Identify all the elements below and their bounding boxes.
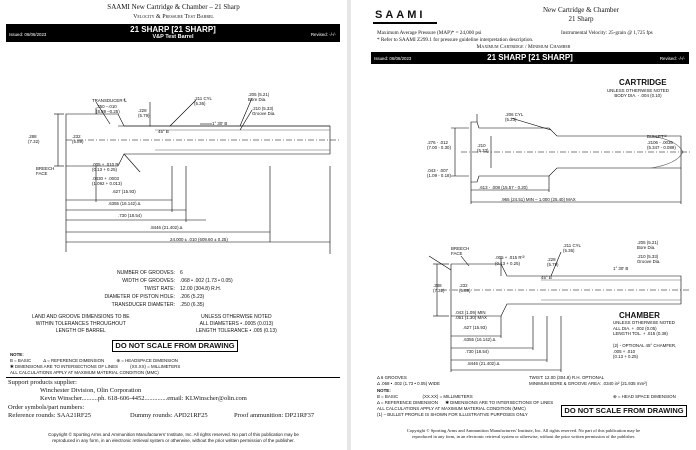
spec-key: DIAMETER OF PISTON HOLE: bbox=[104, 294, 175, 300]
spec-value: .206 (5.23) bbox=[180, 294, 205, 300]
right-sheet bbox=[351, 0, 696, 450]
spec-value: 6 bbox=[180, 270, 183, 276]
dim-211: .211 CYL (5.36) bbox=[194, 96, 212, 106]
ch-dim-210: .210 (5.33) Groove Dia. bbox=[637, 254, 661, 264]
dim-8446: .8446 (21.402) Δ bbox=[150, 225, 183, 230]
dim-0430: .0430 + .0003 (1.092 + 0.013) bbox=[92, 176, 122, 186]
min-bore-area: MINIMUM BORE & GROOVE AREA: .0340 in² (21.935 mm²) bbox=[529, 381, 648, 386]
cart-dim-043: .043 - .007 (1.09 - 0.18) bbox=[427, 168, 451, 178]
right-note-line: (1) – BULLET PROFILE IS SHOWN FOR ILLUSTRATIVE PURPOSES ONLY bbox=[377, 412, 528, 417]
map-reference: * Refer to SAAMI Z299.1 for pressure guideline interpretation description. bbox=[377, 37, 534, 43]
spec-key: NUMBER OF GROOVES: bbox=[116, 270, 175, 276]
spec-key: WIDTH OF GROOVES: bbox=[122, 278, 175, 284]
right-title-bar bbox=[371, 52, 689, 64]
cart-dim-613: .613 - .008 (15.57 - 0.20) bbox=[479, 185, 528, 190]
left-subtitle: Velocity & Pressure Test Barrel bbox=[133, 14, 214, 20]
ch-dim-r005: .005 + .015 R⁽²⁾ (0.13 + 0.25) bbox=[495, 255, 526, 266]
dim-1-30: 1° 30' B bbox=[212, 121, 228, 126]
left-bar-title: 21 SHARP [21 SHARP] bbox=[130, 25, 216, 34]
spec-key: TWIST RATE: bbox=[143, 286, 175, 292]
proof-ammunition: Proof ammunition: DP21RF37 bbox=[234, 412, 315, 419]
right-bar-title: 21 SHARP [21 SHARP] bbox=[487, 53, 573, 62]
note-line: ✱ DIMENSIONS ARE TO INTERSECTIONS OF LINES (XX.XX) = MILLIMETERS bbox=[10, 364, 181, 369]
cartridge-heading: CARTRIDGE bbox=[619, 78, 667, 87]
cartridge-drawing bbox=[351, 100, 696, 210]
ch-dim-043: .043 (1.09) MIN .051 (1.30) MAX bbox=[455, 310, 487, 320]
note-line: ALL CALCULATIONS APPLY AT MAXIMUM MATERIAL CONDITION (MMC) bbox=[10, 370, 159, 375]
ch-dim-45: 45° B bbox=[541, 275, 552, 280]
dim-232: .232 (5.89) bbox=[72, 134, 84, 144]
ch-dim-6355: .6355 (16.142) Δ bbox=[463, 337, 496, 342]
note-heading: NOTE: bbox=[10, 352, 24, 357]
dim-transducer: TRANSDUCER ℄ bbox=[92, 98, 127, 103]
supplier-contact: Kevin Winscher..........ph. 618-606-4452..............email: KLWinscher@olin.com bbox=[40, 395, 247, 402]
dim-6355: .6355 (16.142) Δ bbox=[108, 201, 141, 206]
instrumental-velocity: Instrumental Velocity: 25-grain @ 1,725 fps bbox=[561, 30, 653, 36]
ch-dim-288: .288 (7.32) bbox=[433, 283, 445, 293]
twist-rate: TWIST: 12.00 (304.8) R.H. OPTIONAL bbox=[529, 375, 605, 380]
barrel-specs bbox=[0, 270, 347, 310]
left-revised: Revised: -/-/- bbox=[310, 32, 336, 37]
right-note-line: ALL CALCULATIONS APPLY AT MAXIMUM MATERIAL CONDITION (MMC) bbox=[377, 406, 526, 411]
dim-45: 45° B bbox=[158, 129, 169, 134]
chamber-note-2: (2) - OPTIONAL 45° CHAMFER, .005 + .010 (0.13 + 0.25) bbox=[613, 343, 677, 359]
dim-205: .205 (5.21) Bore Dia. bbox=[248, 92, 270, 102]
ch-dim-1-30: 1° 30' B bbox=[613, 266, 629, 271]
supplier-name: Winchester Division, Olin Corporation bbox=[40, 387, 142, 394]
left-issued: Issued: 06/06/2023 bbox=[9, 32, 47, 37]
left-title-bar bbox=[6, 24, 340, 42]
dim-730: .730 (18.54) bbox=[118, 213, 142, 218]
right-no-scale-notice: DO NOT SCALE FROM DRAWING bbox=[561, 405, 687, 417]
order-heading: Order symbols/part numbers: bbox=[8, 404, 85, 411]
right-copyright: Copyright © Sporting Arms and Ammunition Manufacturers' Institute, Inc. All rights reserved. No part of this publication may be reproduced in any form, in an electronic retrieval system or otherwise, without the prior written permission of the publisher. bbox=[406, 428, 641, 439]
cart-dim-276: .276 - .012 (7.00 - 0.30) bbox=[427, 140, 451, 150]
left-copyright: Copyright © Sporting Arms and Ammunition Manufacturers' Institute, Inc. All rights reserved. No part of this publication may be reproduced in any form, in an electronic retrieval system or otherwise, without the prior written permission of the publisher. bbox=[48, 432, 299, 443]
right-note-line: Δ = REFERENCE DIMENSION ✱ DIMENSIONS ARE TO INTERSECTIONS OF LINES bbox=[377, 400, 554, 405]
dim-228: .228 (5.79) bbox=[138, 108, 150, 118]
cart-dim-bullet: BULLET⁽¹⁾ .2106 - .0035 (5.347 - 0.089) bbox=[647, 134, 676, 150]
dummy-rounds: Dummy rounds: APD21RF25 bbox=[130, 412, 208, 419]
spec-key: TRANSDUCER DIAMETER: bbox=[111, 302, 175, 308]
right-revised: Revised: -/-/- bbox=[659, 56, 685, 61]
ch-dim-228: .228 (5.79) bbox=[547, 257, 559, 267]
chamber-note: UNLESS OTHERWISE NOTED ALL DIA. + .002 (0.05) LENGTH TOL. + .015 (0.38) bbox=[613, 320, 675, 336]
right-note-heading: NOTE: bbox=[377, 388, 391, 393]
right-subtitle: Maximum Cartridge / Minimum Chamber bbox=[476, 44, 571, 50]
grooves-width: Δ .068 • .002 (1.73 • 0.05) WIDE bbox=[377, 381, 440, 386]
map-value: Maximum Average Pressure (MAP)* = 24,000 psi bbox=[377, 30, 482, 36]
left-bar-subtitle: V&P Test Barrel bbox=[152, 34, 194, 40]
dim-r005: .005 + .010 R (0.13 + 0.25) bbox=[92, 162, 119, 172]
ch-dim-627: .627 (15.93) bbox=[463, 325, 487, 330]
dim-210: .210 (5.33) Groove Dia. bbox=[252, 106, 276, 116]
cartridge-note: UNLESS OTHERWISE NOTED BODY DIA. - .004 (0.10) bbox=[607, 88, 669, 98]
right-issued: Issued: 06/06/2023 bbox=[374, 56, 412, 61]
spec-value: .250 (6.35) bbox=[180, 302, 205, 308]
spec-value: 12.00 (304.8) R.H. bbox=[180, 286, 222, 292]
ch-dim-8446: .8446 (21.402) Δ bbox=[467, 361, 500, 366]
tolerance-left: LAND AND GROOVE DIMENSIONS TO BE WITHIN TOLERANCES THROUGHOUT LENGTH OF BARREL bbox=[32, 314, 130, 334]
dim-transducer-val: .350 –.010 (8.89 –0.25) bbox=[96, 104, 120, 114]
cart-dim-965: .965 (24.51) MIN – 1.000 (25.40) MAX bbox=[501, 197, 576, 202]
right-doc-title: New Cartridge & Chamber 21 Sharp bbox=[542, 6, 619, 23]
ch-dim-211: .211 CYL (5.36) bbox=[563, 243, 581, 253]
right-note-line: B = BASIC (XX.XX) = MILLIMETERS bbox=[377, 394, 473, 399]
cart-dim-206: .206 CYL (5.23) bbox=[505, 112, 524, 122]
ch-dim-730: .730 (18.54) bbox=[465, 349, 489, 354]
grooves-count: Δ 6 GROOVES bbox=[377, 375, 407, 380]
chamber-heading: CHAMBER bbox=[619, 311, 660, 320]
saami-logo: SAAMI bbox=[375, 9, 426, 21]
ch-dim-breech: BREECH FACE bbox=[451, 246, 470, 256]
reference-rounds: Reference rounds: SAA21RF25 bbox=[8, 412, 92, 419]
dim-24000: 24.000 ± .010 (609.60 ± 0.25) bbox=[170, 237, 228, 242]
no-scale-notice: DO NOT SCALE FROM DRAWING bbox=[112, 340, 238, 352]
ch-dim-205: .205 (5.21) Bore Dia. bbox=[637, 240, 659, 250]
headspace-note: ⊕ = HEAD SPACE DIMENSION bbox=[613, 394, 676, 399]
dim-627: .627 (15.93) bbox=[112, 189, 136, 194]
left-sheet bbox=[0, 0, 347, 450]
support-heading: Support products supplier: bbox=[8, 379, 77, 386]
dim-breech-face: BREECH FACE bbox=[36, 166, 55, 176]
left-doc-title: SAAMI New Cartridge & Chamber – 21 Sharp bbox=[107, 3, 240, 11]
spec-value: .068 • .002 (1.73 • 0.05) bbox=[180, 278, 233, 284]
dim-288: .288 (7.32) bbox=[28, 134, 40, 144]
cart-dim-210: .210 (5.33) bbox=[477, 143, 489, 153]
ch-dim-232: .232 (5.89) bbox=[459, 283, 471, 293]
note-line: B = BASIC Δ = REFERENCE DIMENSION ⊕ = HEADSPACE DIMENSION bbox=[10, 358, 178, 363]
tolerance-right: UNLESS OTHERWISE NOTED ALL DIAMETERS • .0005 (0.013) LENGTH TOLERANCE • .005 (0.13) bbox=[196, 314, 277, 334]
